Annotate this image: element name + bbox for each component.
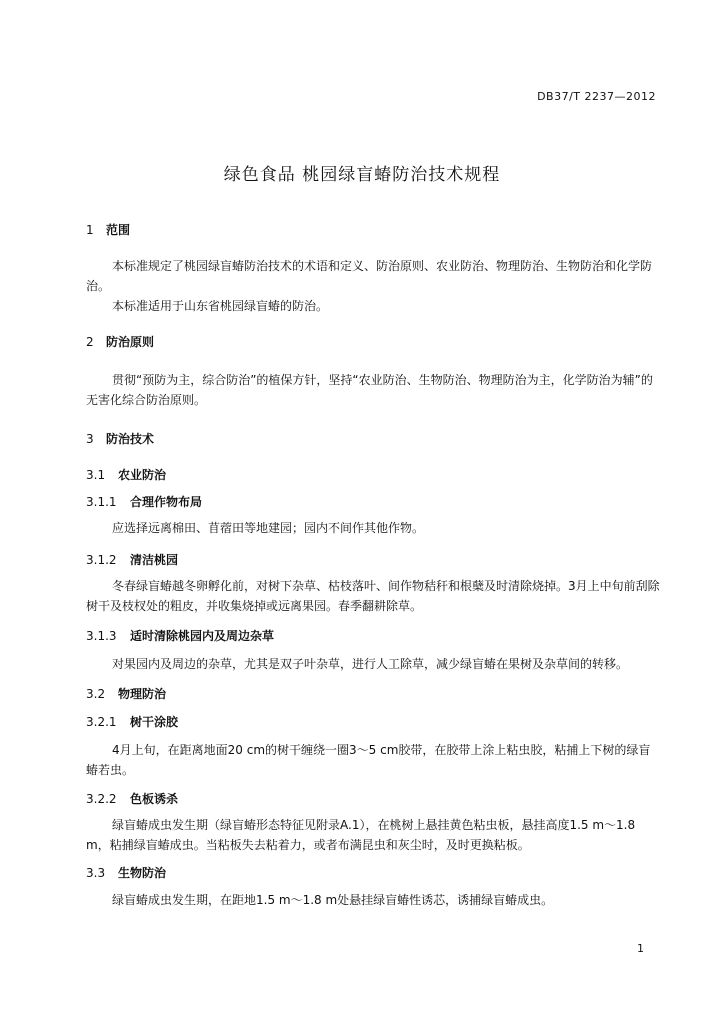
section-title: 物理防治 bbox=[118, 687, 167, 701]
section-title: 适时清除桃园内及周边杂草 bbox=[130, 629, 275, 643]
paragraph: 本标准适用于山东省桃园绿盲蝽的防治。 bbox=[112, 299, 329, 313]
section-heading bbox=[86, 627, 274, 644]
section-number: 3.2.2 bbox=[86, 792, 117, 806]
section-title: 范围 bbox=[106, 223, 131, 237]
section-heading bbox=[86, 551, 178, 568]
section-title: 色板诱杀 bbox=[130, 792, 179, 806]
paragraph: 本标准规定了桃园绿盲蝽防治技术的术语和定义、防治原则、农业防治、物理防治、生物防治和化学防治。 bbox=[86, 259, 653, 293]
section-title: 防治原则 bbox=[106, 335, 155, 349]
standard-code: DB37/T 2237—2012 bbox=[537, 90, 656, 103]
section-heading bbox=[86, 333, 154, 350]
section-title: 生物防治 bbox=[118, 866, 167, 880]
section-number: 3.1.3 bbox=[86, 629, 117, 643]
paragraph: 4月上旬，在距离地面20 cm的树干缠绕一圈3～5 cm胶带，在胶带上涂上粘虫胶，粘捕上下树的绿盲蝽若虫。 bbox=[86, 743, 651, 777]
section-heading bbox=[86, 430, 154, 447]
paragraph: 绿盲蝽成虫发生期，在距地1.5 m～1.8 m处悬挂绿盲蝽性诱芯，诱捕绿盲蝽成虫。 bbox=[112, 893, 554, 907]
section-title: 农业防治 bbox=[118, 468, 167, 482]
section-title: 清洁桃园 bbox=[130, 553, 179, 567]
section-title: 树干涂胶 bbox=[130, 715, 179, 729]
section-number: 2 bbox=[86, 335, 94, 349]
page-number: 1 bbox=[637, 942, 644, 955]
section-number: 3.3 bbox=[86, 866, 106, 880]
section-heading bbox=[86, 493, 202, 510]
paragraph: 冬春绿盲蝽越冬卵孵化前，对树下杂草、枯枝落叶、间作物秸秆和根蘖及时清除烧掉。3月上中旬前刮除树干及枝杈处的粗皮，并收集烧掉或远离果园。春季翻耕除草。 bbox=[86, 579, 660, 613]
section-heading bbox=[86, 466, 166, 483]
paragraph: 贯彻“预防为主，综合防治”的植保方针，坚持“农业防治、生物防治、物理防治为主，化学防治为辅”的无害化综合防治原则。 bbox=[86, 373, 653, 407]
paragraph: 绿盲蝽成虫发生期（绿盲蝽形态特征见附录A.1），在桃树上悬挂黄色粘虫板，悬挂高度1.5 m～1.8 m，粘捕绿盲蝽成虫。当粘板失去粘着力，或者布满昆虫和灰尘时，及时更换粘板。 bbox=[86, 818, 636, 852]
section-heading bbox=[86, 864, 166, 881]
section-heading bbox=[86, 790, 178, 807]
section-heading bbox=[86, 713, 178, 730]
section-title: 防治技术 bbox=[106, 432, 155, 446]
section-heading bbox=[86, 685, 166, 702]
section-number: 3.1 bbox=[86, 468, 106, 482]
section-number: 3.1.1 bbox=[86, 495, 117, 509]
section-number: 3.1.2 bbox=[86, 553, 117, 567]
section-number: 3 bbox=[86, 432, 94, 446]
paragraph: 应选择远离棉田、苜蓿田等地建园；园内不间作其他作物。 bbox=[112, 521, 425, 535]
document-title: 绿色食品 桃园绿盲蝽防治技术规程 bbox=[223, 165, 501, 185]
paragraph: 对果园内及周边的杂草，尤其是双子叶杂草，进行人工除草，减少绿盲蝽在果树及杂草间的转移。 bbox=[112, 657, 629, 671]
section-number: 1 bbox=[86, 223, 94, 237]
section-number: 3.2 bbox=[86, 687, 106, 701]
section-title: 合理作物布局 bbox=[130, 495, 203, 509]
section-heading bbox=[86, 221, 130, 238]
section-number: 3.2.1 bbox=[86, 715, 117, 729]
